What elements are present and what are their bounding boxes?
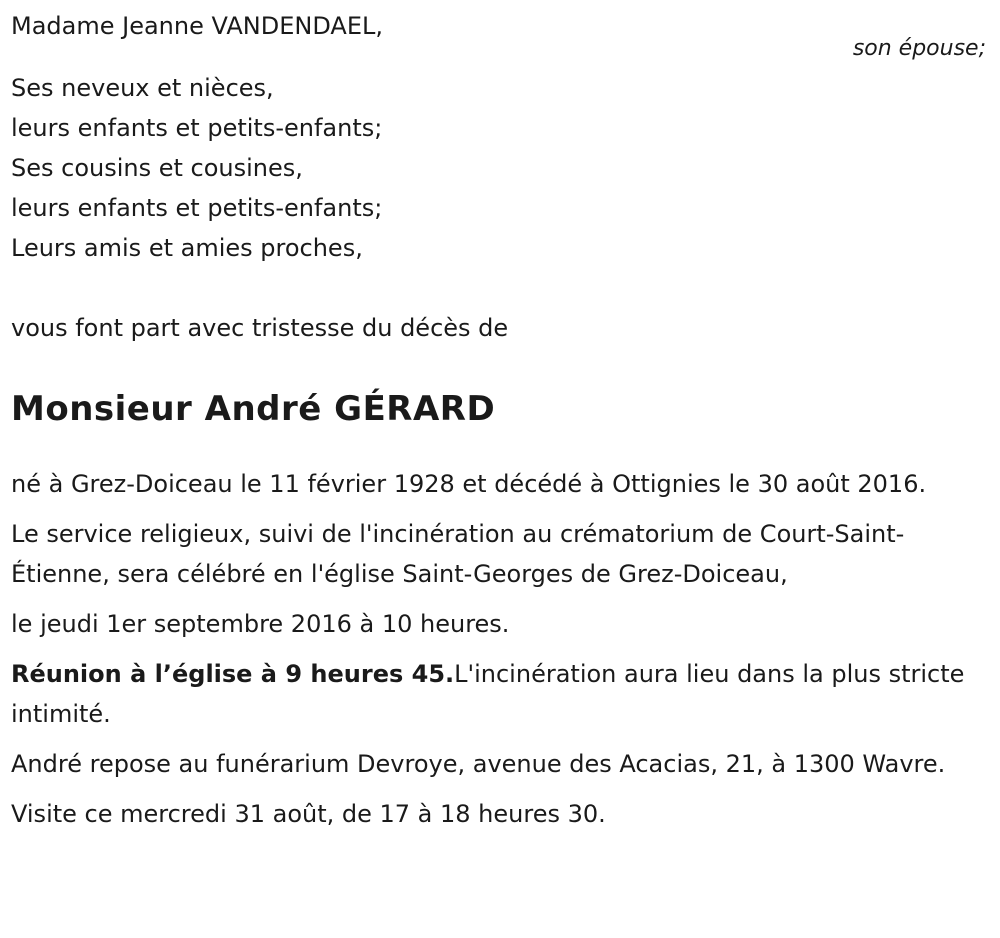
- relatives-line: leurs enfants et petits-enfants;: [11, 194, 383, 222]
- relatives-list: [11, 68, 986, 268]
- service-info: Le service religieux, suivi de l'incinération au crématorium de Court-Saint-Étienne, sera célébré en l'église Saint-Georges de Grez-Doiceau,: [11, 520, 905, 588]
- obituary-notice: [11, 0, 986, 844]
- meeting-info: [11, 654, 986, 734]
- signer-name: Madame Jeanne VANDENDAEL,: [11, 12, 383, 40]
- relatives-line: Ses cousins et cousines,: [11, 154, 303, 182]
- deceased-name: Monsieur André GÉRARD: [11, 389, 496, 429]
- relatives-line: Ses neveux et nièces,: [11, 74, 274, 102]
- visit-info: Visite ce mercredi 31 août, de 17 à 18 heures 30.: [11, 800, 606, 828]
- birth-death-info: né à Grez-Doiceau le 11 février 1928 et décédé à Ottignies le 30 août 2016.: [11, 470, 927, 498]
- repose-info: André repose au funérarium Devroye, avenue des Acacias, 21, à 1300 Wavre.: [11, 750, 946, 778]
- service-date: le jeudi 1er septembre 2016 à 10 heures.: [11, 610, 510, 638]
- announcement-text: vous font part avec tristesse du décès de: [11, 314, 509, 342]
- relatives-line: leurs enfants et petits-enfants;: [11, 114, 383, 142]
- meeting-time: Réunion à l’église à 9 heures 45.: [11, 660, 455, 688]
- funeral-details: [11, 464, 986, 834]
- relatives-line: Leurs amis et amies proches,: [11, 234, 363, 262]
- signer-relation: son épouse;: [852, 36, 986, 61]
- signer-row: [11, 0, 986, 61]
- meeting-note: L'incinération aura lieu dans la plus stricte intimité.: [11, 660, 965, 728]
